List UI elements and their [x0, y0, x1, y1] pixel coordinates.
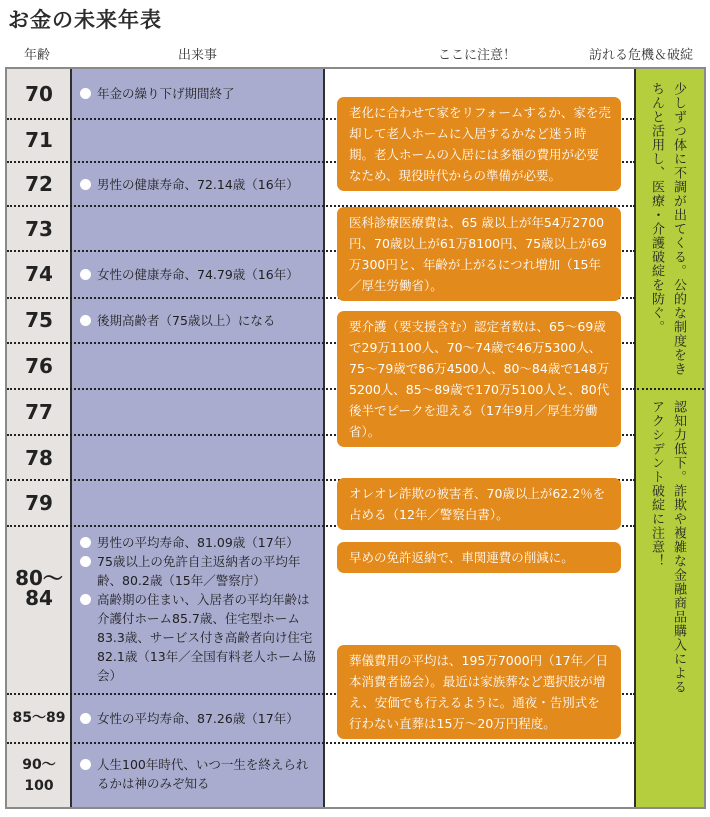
- age-label: 84: [25, 586, 53, 610]
- age-label: 85〜89: [12, 710, 66, 726]
- event-item: 後期高齢者（75歳以上）になる: [80, 311, 318, 330]
- header-danger: 訪れる危機＆破綻: [589, 48, 694, 63]
- note-box: 要介護（要支援含む）認定者数は、65〜69歳で29万1100人、70〜74歳で46万5300人、75〜79歳で86万4500人、80〜84歳で148万5200人、85〜89歳で170万5100人と、80代後半でピークを迎える（17年9月／厚生労働省）。: [337, 311, 621, 447]
- event-item: 女性の平均寿命、87.26歳（17年）: [80, 709, 318, 728]
- age-label: 72: [25, 172, 53, 196]
- header-event: 出来事: [178, 48, 218, 63]
- event-item: 男性の健康寿命、72.14歳（16年）: [80, 175, 318, 194]
- page-title: お金の未来年表: [8, 8, 162, 32]
- age-label: 70: [25, 82, 53, 106]
- event-item: 女性の健康寿命、74.79歳（16年）: [80, 265, 318, 284]
- column-divider: [323, 69, 325, 807]
- danger-separator: [637, 388, 704, 390]
- age-label: 90〜: [22, 757, 56, 773]
- age-label: 75: [25, 308, 53, 332]
- note-box: 葬儀費用の平均は、195万7000円（17年／日本消費者協会）。最近は家族葬など選択肢が増え、安価でも行えるように。通夜・告別式を行わない直葬は15万〜20万円程度。: [337, 645, 621, 739]
- event-item: 男性の平均寿命、81.09歳（17年） 75歳以上の免許自主返納者の平均年齢、80.2歳（15年／警察庁） 高齢期の住まい、入居者の平均年齢は介護付ホーム85.7歳、住宅型ホーム83.3歳、サービス付き高齢者向け住宅82.1歳（13年／全国有料老人ホーム協会）: [80, 533, 318, 685]
- age-label: 100: [24, 778, 54, 794]
- note-box: オレオレ詐欺の被害者、70歳以上が62.2％を占める（12年／警察白書）。: [337, 478, 621, 530]
- danger-text: 認知力低下。詐欺や複雑な金融商品購入によるアクシデント破綻に注意！: [649, 400, 686, 694]
- age-label: 71: [25, 128, 53, 152]
- danger-text: 少しずつ体に不調が出てくる。公的な制度をきちんと活用し、医療・介護破綻を防ぐ。: [649, 82, 686, 376]
- note-box: 老化に合わせて家をリフォームするか、家を売却して老人ホームに入居するかなど迷う時期。老人ホームの入居には多額の費用が必要なため、現役時代からの準備が必要。: [337, 97, 621, 191]
- age-label: 76: [25, 354, 53, 378]
- age-label: 79: [25, 491, 53, 515]
- header-age: 年齢: [24, 48, 51, 63]
- row-separator: [7, 742, 635, 744]
- note-box: 早めの免許返納で、車関連費の削減に。: [337, 542, 621, 573]
- age-label: 77: [25, 400, 53, 424]
- header-note: ここに注意！: [438, 48, 517, 63]
- age-label: 80〜: [15, 566, 63, 590]
- age-label: 73: [25, 217, 53, 241]
- event-item: 人生100年時代、いつ一生を終えられるかは神のみぞ知る: [80, 755, 318, 793]
- column-divider: [634, 69, 636, 807]
- age-label: 74: [25, 262, 53, 286]
- event-item: 年金の繰り下げ期間終了: [80, 84, 318, 103]
- note-box: 医科診療医療費は、65 歳以上が年54万2700円、70歳以上が61万8100円、75歳以上が69万300円と、年齢が上がるにつれ増加（15年／厚生労働省）。: [337, 207, 621, 301]
- age-label: 78: [25, 446, 53, 470]
